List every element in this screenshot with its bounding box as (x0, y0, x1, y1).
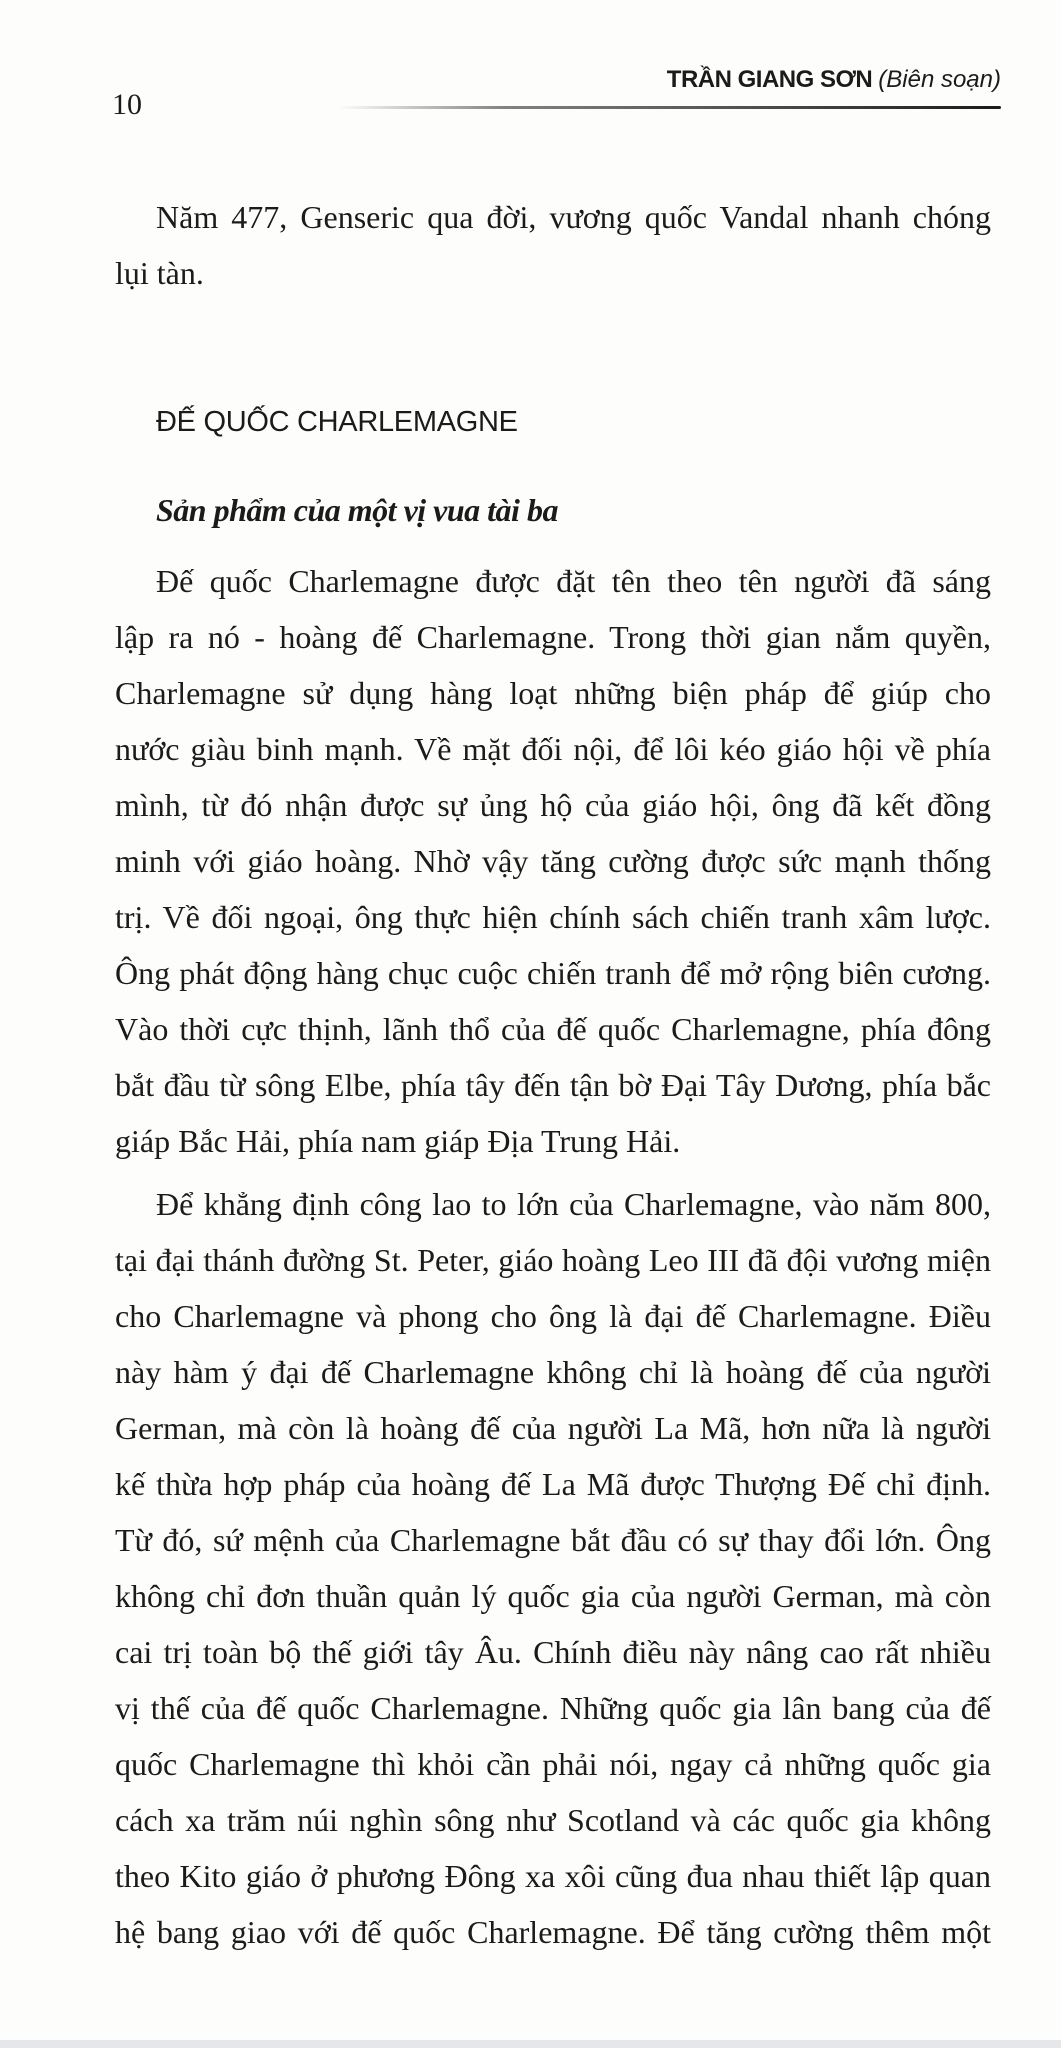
header-rule (338, 106, 1001, 109)
text-line: cách xa trăm núi nghìn sông như Scotland và các quốc gia không (115, 1802, 991, 1838)
text-line: cai trị toàn bộ thế giới tây Âu. Chính điều này nâng cao rất nhiều (115, 1634, 991, 1670)
running-header (667, 66, 1001, 94)
text-line: Đế quốc Charlemagne được đặt tên theo tên người đã sáng (156, 563, 991, 599)
text-line: kế thừa hợp pháp của hoàng đế La Mã được Thượng Đế chỉ định. (115, 1466, 991, 1502)
paragraph-1 (115, 553, 991, 1169)
text-line: bắt đầu từ sông Elbe, phía tây đến tận bờ Đại Tây Dương, phía bắc (115, 1067, 991, 1103)
text-line: giáp Bắc Hải, phía nam giáp Địa Trung Hải. (115, 1123, 681, 1159)
text-line: minh với giáo hoàng. Nhờ vậy tăng cường được sức mạnh thống (115, 843, 991, 879)
text-line: này hàm ý đại đế Charlemagne không chỉ là hoàng đế của người (115, 1354, 991, 1390)
text-line: cho Charlemagne và phong cho ông là đại đế Charlemagne. Điều (115, 1298, 991, 1334)
text-line: German, mà còn là hoàng đế của người La Mã, hơn nữa là người (115, 1410, 991, 1446)
header-author: TRẦN GIANG SƠN (666, 66, 873, 93)
text-line: trị. Về đối ngoại, ông thực hiện chính sách chiến tranh xâm lược. (115, 899, 991, 935)
text-line: mình, từ đó nhận được sự ủng hộ của giáo hội, ông đã kết đồng (115, 787, 991, 823)
text-line: hệ bang giao với đế quốc Charlemagne. Để tăng cường thêm một (115, 1914, 991, 1950)
text-line: Vào thời cực thịnh, lãnh thổ của đế quốc Charlemagne, phía đông (115, 1011, 991, 1047)
text-line: Năm 477, Genseric qua đời, vương quốc Vandal nhanh chóng (156, 199, 991, 235)
section-heading: ĐẾ QUỐC CHARLEMAGNE (156, 406, 518, 438)
paragraph-2 (115, 1176, 991, 1960)
header-role: (Biên soạn) (878, 66, 1001, 93)
text-line: Từ đó, sứ mệnh của Charlemagne bắt đầu có sự thay đổi lớn. Ông (115, 1522, 991, 1558)
text-line: vị thế của đế quốc Charlemagne. Những quốc gia lân bang của đế (115, 1690, 991, 1726)
text-line: lụi tàn. (115, 255, 204, 291)
text-line: Để khẳng định công lao to lớn của Charlemagne, vào năm 800, (156, 1186, 991, 1222)
intro-paragraph (115, 189, 991, 301)
page-number: 10 (112, 88, 142, 121)
text-line: nước giàu binh mạnh. Về mặt đối nội, để lôi kéo giáo hội về phía (115, 731, 991, 767)
section-subheading: Sản phẩm của một vị vua tài ba (156, 492, 558, 528)
text-line: Charlemagne sử dụng hàng loạt những biện pháp để giúp cho (115, 675, 991, 711)
text-line: Ông phát động hàng chục cuộc chiến tranh để mở rộng biên cương. (115, 955, 991, 991)
text-line: quốc Charlemagne thì khỏi cần phải nói, ngay cả những quốc gia (115, 1746, 991, 1782)
text-line: theo Kito giáo ở phương Đông xa xôi cũng đua nhau thiết lập quan (115, 1858, 991, 1894)
text-line: tại đại thánh đường St. Peter, giáo hoàng Leo III đã đội vương miện (115, 1242, 991, 1278)
text-line: lập ra nó - hoàng đế Charlemagne. Trong thời gian nắm quyền, (115, 619, 991, 655)
page-bottom-edge (0, 2040, 1061, 2048)
text-line: không chỉ đơn thuần quản lý quốc gia của người German, mà còn (115, 1578, 991, 1614)
